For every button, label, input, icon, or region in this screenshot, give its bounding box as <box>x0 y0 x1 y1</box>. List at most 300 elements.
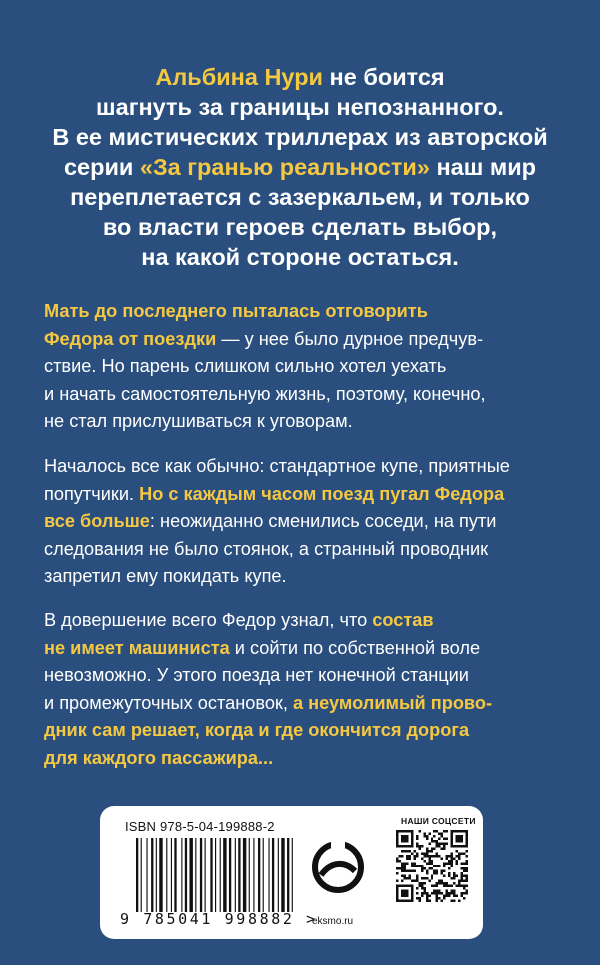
paragraph-text-span: В довершение всего Федор узнал, что <box>44 610 373 630</box>
qr-module <box>436 852 438 854</box>
synopsis-paragraph-1 <box>44 298 564 436</box>
qr-module <box>408 850 410 852</box>
qr-module <box>433 830 435 832</box>
qr-module <box>401 865 403 867</box>
qr-module <box>423 832 425 834</box>
qr-module <box>463 862 465 864</box>
paragraph-line <box>44 745 564 773</box>
qr-module <box>423 835 425 837</box>
qr-module <box>433 840 435 842</box>
qr-module <box>418 882 420 884</box>
qr-module <box>401 855 403 857</box>
qr-module <box>451 857 453 859</box>
qr-module <box>421 867 423 869</box>
qr-module <box>436 872 438 874</box>
qr-module <box>408 855 410 857</box>
qr-module <box>416 845 418 847</box>
highlight-text: дник сам решает, когда и где окончится дорога <box>44 720 470 740</box>
qr-module <box>418 847 420 849</box>
qr-module <box>423 852 425 854</box>
paragraph-text-span: — у нее было дурное предчув- <box>216 328 484 349</box>
qr-module <box>433 870 435 872</box>
qr-module <box>426 877 428 879</box>
barcode-bar <box>189 838 192 912</box>
qr-module <box>403 862 405 864</box>
qr-module <box>438 837 440 839</box>
paragraph-line: невозможно. У этого поезда нет конечной станции <box>44 665 469 685</box>
paragraph-line <box>44 607 564 635</box>
qr-module <box>456 875 458 877</box>
qr-module <box>406 862 408 864</box>
qr-module <box>401 870 403 872</box>
barcode-bar <box>243 838 246 912</box>
qr-module <box>451 885 453 887</box>
qr-module <box>401 890 408 897</box>
paragraph-line: запретил ему покидать купе. <box>44 566 287 586</box>
qr-module <box>436 865 438 867</box>
qr-module <box>446 855 448 857</box>
qr-module <box>441 835 443 837</box>
qr-module <box>438 845 440 847</box>
qr-module <box>416 855 418 857</box>
qr-module <box>436 842 438 844</box>
qr-module <box>401 862 403 864</box>
qr-module <box>441 872 443 874</box>
qr-module <box>421 870 423 872</box>
highlight-text: а неумолимый прово- <box>293 692 493 713</box>
barcode-bar <box>210 838 212 912</box>
qr-module <box>406 850 408 852</box>
highlight-text: все больше <box>44 511 150 531</box>
qr-module <box>423 877 425 879</box>
qr-module <box>421 865 423 867</box>
qr-module <box>448 862 450 864</box>
qr-module <box>451 890 453 892</box>
qr-module <box>416 897 418 899</box>
qr-module <box>426 900 428 902</box>
qr-module <box>456 835 463 842</box>
qr-module <box>448 895 450 897</box>
qr-module <box>443 847 445 849</box>
isbn-label: ISBN 978-5-04-199888-2 <box>125 819 275 834</box>
qr-module <box>431 892 433 894</box>
qr-module <box>426 897 428 899</box>
qr-module <box>428 880 430 882</box>
barcode-bar <box>141 838 142 912</box>
qr-module <box>421 877 423 879</box>
qr-module <box>443 842 445 844</box>
qr-module <box>446 862 448 864</box>
qr-module <box>406 857 408 859</box>
paragraph-line <box>44 481 564 509</box>
qr-module <box>428 867 430 869</box>
synopsis-paragraph-3 <box>44 607 564 772</box>
qr-module <box>406 855 408 857</box>
qr-module <box>443 885 445 887</box>
series-name: «За гранью реальности» <box>139 154 430 180</box>
paragraph-line: следования не было стоянок, а странный проводник <box>44 538 489 559</box>
intro-text-span: не боится <box>323 64 445 90</box>
intro-line: В ее мистических триллерах из авторской <box>52 124 548 150</box>
highlight-text: состав <box>372 610 434 630</box>
highlight-text: Но с каждым часом поезд пугал Федора <box>139 483 505 504</box>
barcode-icon <box>136 838 295 912</box>
qr-module <box>418 830 420 832</box>
qr-module <box>431 885 433 887</box>
qr-module <box>403 865 405 867</box>
qr-module <box>441 870 443 872</box>
qr-module <box>466 892 468 894</box>
qr-module <box>403 870 405 872</box>
qr-module <box>398 860 400 862</box>
qr-module <box>453 890 455 892</box>
paragraph-line: и начать самостоятельную жизнь, поэтому, конечно, <box>44 383 486 404</box>
qr-module <box>401 867 403 869</box>
barcode-bar <box>200 838 202 912</box>
qr-module <box>466 850 468 852</box>
qr-module <box>411 862 413 864</box>
qr-module <box>458 855 460 857</box>
qr-module <box>431 877 433 879</box>
qr-module <box>466 860 468 862</box>
qr-module <box>438 832 440 834</box>
barcode-bar <box>215 838 216 912</box>
qr-module <box>466 877 468 879</box>
qr-module <box>461 895 463 897</box>
qr-module <box>438 880 440 882</box>
qr-module <box>428 900 430 902</box>
qr-module <box>438 855 440 857</box>
qr-module <box>441 882 443 884</box>
paragraph-line <box>44 326 564 354</box>
qr-module <box>413 862 415 864</box>
qr-module <box>418 885 420 887</box>
qr-module <box>443 845 445 847</box>
qr-module <box>458 900 460 902</box>
qr-module <box>436 885 438 887</box>
qr-module <box>433 890 435 892</box>
qr-module <box>466 875 468 877</box>
qr-module <box>461 862 463 864</box>
qr-module <box>401 875 403 877</box>
qr-module <box>463 897 465 899</box>
intro-line: во власти героев сделать выбор, <box>102 214 498 240</box>
qr-module <box>413 855 415 857</box>
barcode-bar <box>171 838 172 912</box>
qr-module <box>451 892 453 894</box>
qr-module <box>438 882 440 884</box>
qr-module <box>433 892 435 894</box>
qr-module <box>418 845 420 847</box>
qr-module <box>453 877 455 879</box>
barcode-bar <box>166 838 167 912</box>
barcode-bar <box>253 838 254 912</box>
qr-module <box>421 885 423 887</box>
qr-module <box>441 857 443 859</box>
qr-module <box>396 860 398 862</box>
qr-module <box>423 860 425 862</box>
qr-module <box>433 855 435 857</box>
qr-module <box>466 880 468 882</box>
qr-module <box>443 895 445 897</box>
qr-module <box>466 867 468 869</box>
intro-text <box>40 62 560 272</box>
qr-module <box>431 862 433 864</box>
intro-line <box>40 62 560 92</box>
intro-text-span: наш мир <box>429 154 537 180</box>
qr-module <box>448 855 450 857</box>
qr-module <box>408 875 410 877</box>
qr-module <box>453 895 455 897</box>
qr-module <box>441 900 443 902</box>
qr-module <box>428 842 430 844</box>
qr-module <box>458 885 460 887</box>
qr-module <box>426 835 428 837</box>
paragraph-line <box>44 508 564 536</box>
qr-module <box>446 857 448 859</box>
barcode-bar <box>235 838 236 912</box>
qr-module <box>443 862 445 864</box>
qr-module <box>421 882 423 884</box>
qr-module <box>438 890 440 892</box>
qr-module <box>428 862 430 864</box>
paragraph-line: не стал прислушиваться к уговорам. <box>44 411 353 431</box>
qr-module <box>451 852 453 854</box>
qr-module <box>446 885 448 887</box>
barcode-bar <box>263 838 264 912</box>
qr-module <box>423 882 425 884</box>
barcode-digits: 9 785041 998882 > <box>120 910 318 928</box>
qr-module <box>441 842 443 844</box>
qr-module <box>431 847 433 849</box>
qr-module <box>436 900 438 902</box>
qr-module <box>431 875 433 877</box>
qr-module <box>416 837 418 839</box>
qr-module <box>463 867 465 869</box>
qr-module <box>423 867 425 869</box>
paragraph-line <box>44 717 564 745</box>
qr-module <box>461 872 463 874</box>
qr-module <box>428 860 430 862</box>
qr-module <box>433 865 435 867</box>
qr-module <box>416 880 418 882</box>
qr-module <box>401 850 403 852</box>
qr-module <box>441 880 443 882</box>
qr-module <box>396 867 398 869</box>
qr-module <box>416 835 418 837</box>
paragraph-line: Началось все как обычно: стандартное купе, приятные <box>44 456 510 476</box>
qr-module <box>443 837 445 839</box>
qr-module <box>426 872 428 874</box>
qr-module <box>448 875 450 877</box>
qr-module <box>443 865 445 867</box>
qr-module <box>451 877 453 879</box>
qr-module <box>416 852 418 854</box>
barcode-bar <box>220 838 221 912</box>
qr-module <box>421 895 423 897</box>
eksmo-logo-icon <box>311 831 365 903</box>
qr-module <box>466 885 468 887</box>
qr-module <box>458 880 460 882</box>
qr-module <box>431 867 433 869</box>
qr-module <box>426 855 428 857</box>
qr-module <box>413 880 415 882</box>
qr-module <box>416 892 418 894</box>
qr-module <box>448 885 450 887</box>
qr-module <box>441 832 443 834</box>
qr-module <box>418 900 420 902</box>
barcode-bar <box>287 838 289 912</box>
paragraph-text-span: попутчики. <box>44 483 140 504</box>
qr-module <box>433 872 435 874</box>
qr-module <box>443 897 445 899</box>
qr-module <box>413 865 415 867</box>
qr-module <box>438 892 440 894</box>
paragraph-text-span: и промежуточных остановок, <box>44 692 293 713</box>
qr-module <box>431 860 433 862</box>
qr-module <box>466 890 468 892</box>
highlight-text: не имеет машиниста <box>44 637 230 658</box>
qr-module <box>428 855 430 857</box>
qr-module <box>426 837 428 839</box>
qr-module <box>456 850 458 852</box>
qr-module <box>428 895 430 897</box>
qr-module <box>431 850 433 852</box>
barcode-bar <box>185 838 187 912</box>
qr-module <box>416 842 418 844</box>
barcode-bar <box>281 838 284 912</box>
qr-module <box>436 892 438 894</box>
qr-module <box>396 872 398 874</box>
qr-module <box>463 887 465 889</box>
qr-module <box>436 845 438 847</box>
qr-module <box>443 875 445 877</box>
qr-module <box>413 857 415 859</box>
qr-module <box>426 895 428 897</box>
qr-module <box>461 877 463 879</box>
qr-module <box>403 875 405 877</box>
synopsis-paragraph-2 <box>44 453 564 591</box>
qr-module <box>448 872 450 874</box>
qr-module <box>416 865 418 867</box>
qr-module <box>431 840 433 842</box>
qr-module <box>398 855 400 857</box>
intro-line: переплетается с зазеркальем, и только <box>70 184 530 210</box>
qr-module <box>421 852 423 854</box>
qr-module <box>466 855 468 857</box>
qr-module <box>441 892 443 894</box>
qr-module <box>463 880 465 882</box>
qr-module <box>461 885 463 887</box>
qr-module <box>461 867 463 869</box>
qr-module <box>461 852 463 854</box>
qr-module <box>426 892 428 894</box>
qr-module <box>426 852 428 854</box>
barcode-bar <box>272 838 274 912</box>
qr-module <box>423 855 425 857</box>
author-name: Альбина Нури <box>155 64 323 90</box>
qr-module <box>433 835 435 837</box>
qr-module <box>458 882 460 884</box>
qr-module <box>398 867 400 869</box>
qr-module <box>451 862 453 864</box>
qr-module <box>411 880 413 882</box>
qr-module <box>453 875 455 877</box>
barcode-bar <box>292 838 293 912</box>
social-label: НАШИ СОЦСЕТИ <box>401 816 476 826</box>
qr-module <box>453 872 455 874</box>
qr-module <box>406 870 408 872</box>
qr-module <box>421 857 423 859</box>
qr-module <box>411 852 413 854</box>
barcode-bar <box>174 838 176 912</box>
qr-module <box>436 840 438 842</box>
qr-module <box>463 870 465 872</box>
paragraph-text-span: : неожиданно сменились соседи, на пути <box>149 511 497 531</box>
qr-code-icon <box>396 830 468 902</box>
qr-module <box>416 877 418 879</box>
qr-module <box>458 852 460 854</box>
qr-module <box>421 845 423 847</box>
barcode-bar <box>268 838 269 912</box>
qr-module <box>446 890 448 892</box>
qr-module <box>446 837 448 839</box>
qr-module <box>433 885 435 887</box>
qr-module <box>448 867 450 869</box>
qr-module <box>401 880 403 882</box>
qr-module <box>426 847 428 849</box>
qr-module <box>451 860 453 862</box>
qr-module <box>453 892 455 894</box>
qr-module <box>436 855 438 857</box>
barcode-bar <box>278 838 279 912</box>
qr-module <box>448 860 450 862</box>
qr-module <box>413 870 415 872</box>
qr-module <box>436 897 438 899</box>
qr-module <box>423 887 425 889</box>
barcode-bar <box>249 838 250 912</box>
paragraph-text-span: и сойти по собственной воле <box>229 637 481 658</box>
intro-text-span: серии <box>63 154 140 180</box>
qr-module <box>416 887 418 889</box>
qr-module <box>443 882 445 884</box>
intro-line <box>40 152 560 182</box>
highlight-text: Федора от поездки <box>44 328 217 349</box>
qr-module <box>443 830 445 832</box>
barcode-bar <box>181 838 182 912</box>
qr-module <box>436 870 438 872</box>
qr-module <box>408 877 410 879</box>
qr-module <box>421 887 423 889</box>
qr-module <box>446 830 448 832</box>
barcode-bar <box>258 838 260 912</box>
qr-module <box>436 895 438 897</box>
barcode-bar <box>238 838 240 912</box>
qr-module <box>453 882 455 884</box>
paragraph-line <box>44 635 564 663</box>
qr-module <box>448 892 450 894</box>
qr-module <box>406 877 408 879</box>
qr-module <box>418 865 420 867</box>
qr-module <box>441 847 443 849</box>
qr-module <box>396 857 398 859</box>
qr-module <box>408 870 410 872</box>
qr-module <box>426 862 428 864</box>
highlight-text: Мать до последнего пыталась отговорить <box>44 301 428 321</box>
qr-module <box>426 870 428 872</box>
qr-module <box>416 875 418 877</box>
qr-module <box>418 897 420 899</box>
